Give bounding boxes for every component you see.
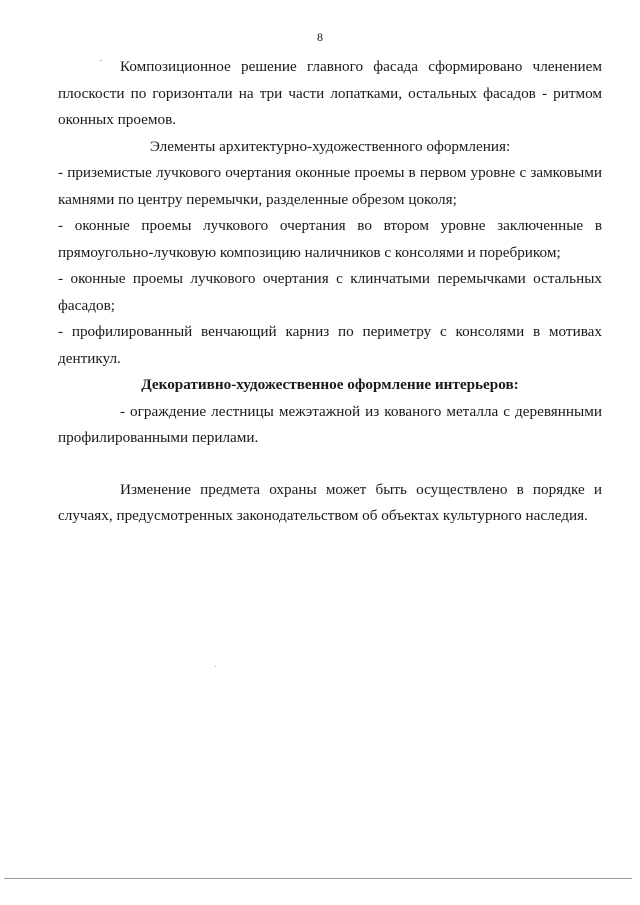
scan-speck bbox=[100, 60, 102, 61]
interior-decoration-heading: Декоративно-художественное оформление интерьеров: bbox=[141, 376, 519, 393]
facade-composition-paragraph: Композиционное решение главного фасада сформировано членением плоскости по горизонтали на три части лопатками, остальных фасадов - ритмом оконных проемов. bbox=[58, 58, 602, 128]
document-body bbox=[58, 54, 602, 530]
scan-speck bbox=[215, 666, 216, 667]
page-number: 8 bbox=[317, 30, 323, 44]
list-item-cornice: - профилированный венчающий карниз по периметру с консолями в мотивах дентикул. bbox=[58, 323, 602, 367]
list-item-other-facade-windows: - оконные проемы лучкового очертания с клинчатыми перемычками остальных фасадов; bbox=[58, 270, 602, 314]
paragraph-spacer bbox=[58, 452, 602, 477]
list-item-second-level-windows: - оконные проемы лучкового очертания во втором уровне заключенные в прямоугольно-лучковую композицию наличников с консолями и поребриком; bbox=[58, 217, 602, 261]
list-item-staircase-railing: - ограждение лестницы межэтажной из кованого металла с деревянными профилированными перилами. bbox=[58, 402, 602, 446]
architectural-elements-heading: Элементы архитектурно-художественного оформления: bbox=[149, 137, 511, 155]
list-item-ground-windows: - приземистые лучкового очертания оконные проемы в первом уровне с замковыми камнями по центру перемычки, разделенные обрезом цоколя; bbox=[58, 164, 602, 208]
page-bottom-rule bbox=[4, 878, 632, 879]
closing-paragraph: Изменение предмета охраны может быть осуществлено в порядке и случаях, предусмотренных законодательством об объектах культурного наследия. bbox=[58, 480, 602, 524]
